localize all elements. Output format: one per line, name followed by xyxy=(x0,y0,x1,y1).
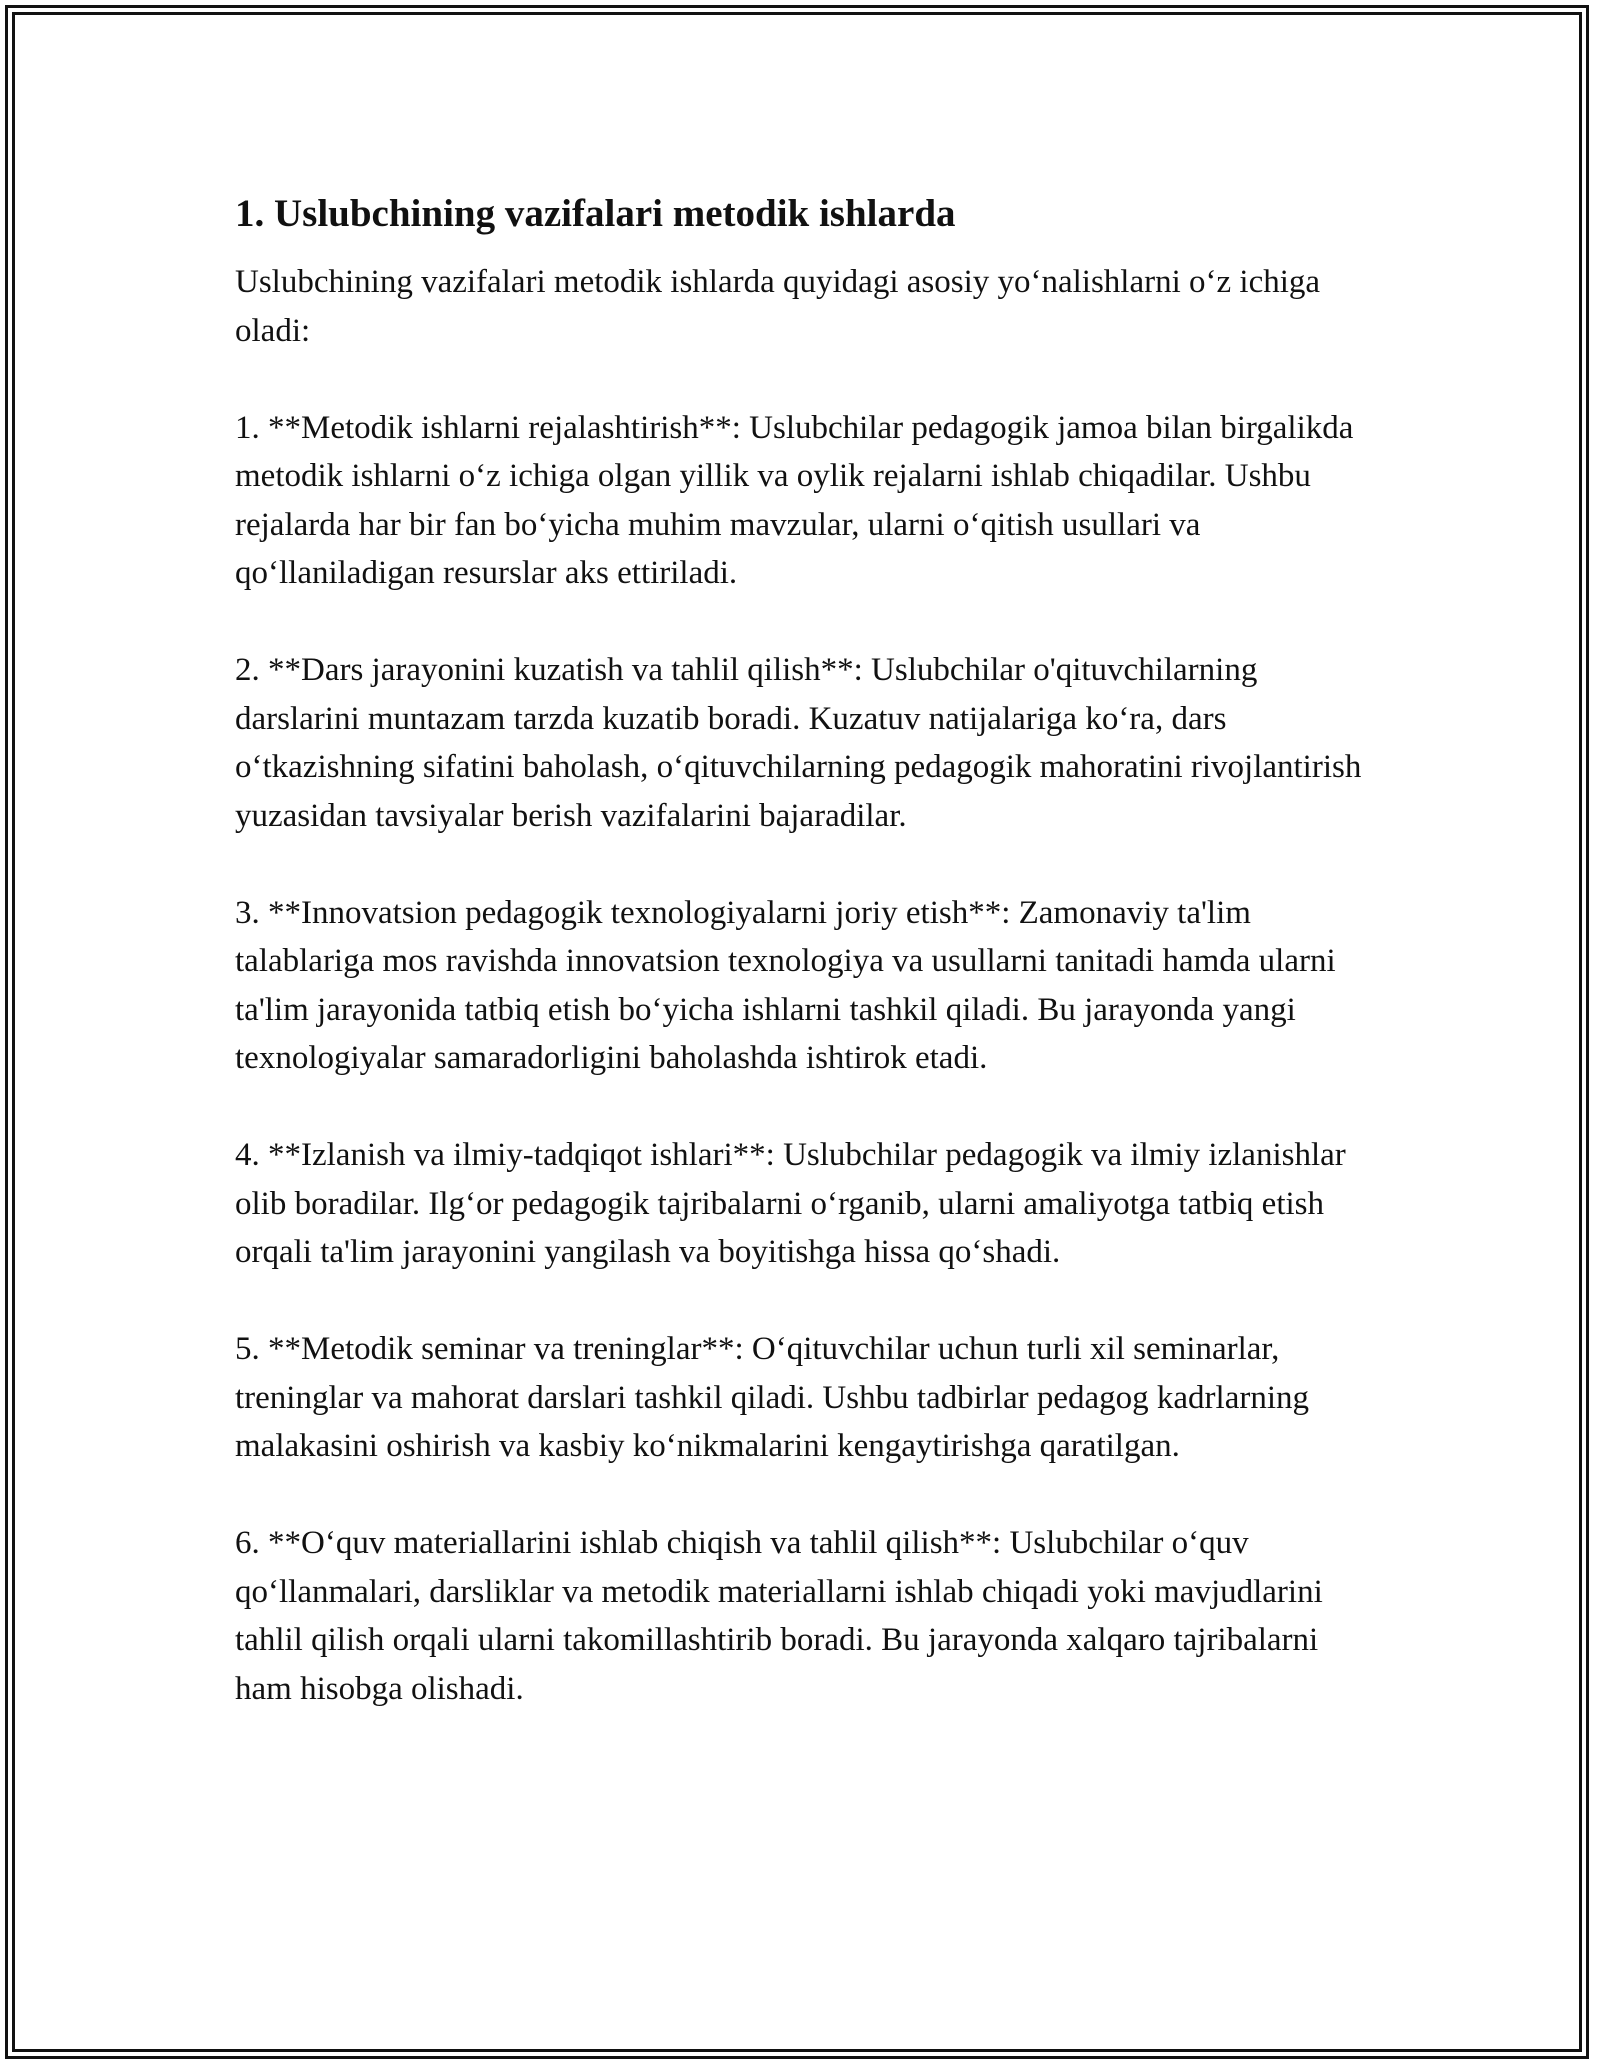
list-item-3: 3. **Innovatsion pedagogik texnologiyalarni joriy etish**: Zamonaviy ta'lim talablariga mos ravishda innovatsion texnologiya va usullarni tanitadi hamda ularni ta'lim jarayonida tatbiq etish bo‘yicha ishlarni tashkil qiladi. Bu jarayonda yangi texnologiyalar samaradorligini baholashda ishtirok etadi. xyxy=(235,894,1336,1076)
list-item-2: 2. **Dars jarayonini kuzatish va tahlil qilish**: Uslubchilar o'qituvchilarning darslarini muntazam tarzda kuzatib boradi. Kuzatuv natijalariga ko‘ra, dars o‘tkazishning sifatini baholash, o‘qituvchilarning pedagogik mahoratini rivojlantirish yuzasidan tavsiyalar berish vazifalarini bajaradilar. xyxy=(235,652,1362,834)
intro-paragraph: Uslubchining vazifalari metodik ishlarda quyidagi asosiy yo‘nalishlarni o‘z ichiga oladi: xyxy=(235,264,1321,349)
list-item-4: 4. **Izlanish va ilmiy-tadqiqot ishlari**: Uslubchilar pedagogik va ilmiy izlanishlar olib boradilar. Ilg‘or pedagogik tajribalarni o‘rganib, ularni amaliyotga tatbiq etish orqali ta'lim jarayonini yangilash va boyitishga hissa qo‘shadi. xyxy=(235,1137,1346,1270)
list-item-5: 5. **Metodik seminar va treninglar**: O‘qituvchilar uchun turli xil seminarlar, treninglar va mahorat darslari tashkil qiladi. Ushbu tadbirlar pedagog kadrlarning malakasini oshirish va kasbiy ko‘nikmalarini kengaytirishga qaratilgan. xyxy=(235,1331,1309,1464)
document-title: 1. Uslubchining vazifalari metodik ishlarda xyxy=(235,192,956,235)
list-item-1: 1. **Metodik ishlarni rejalashtirish**: Uslubchilar pedagogik jamoa bilan birgalikda metodik ishlarni o‘z ichiga olgan yillik va oylik rejalarni ishlab chiqadilar. Ushbu rejalarda har bir fan bo‘yicha muhim mavzular, ularni o‘qitish usullari va qo‘llaniladigan resurslar aks ettiriladi. xyxy=(235,409,1354,591)
list-item-6: 6. **O‘quv materiallarini ishlab chiqish va tahlil qilish**: Uslubchilar o‘quv qo‘llanmalari, darsliklar va metodik materiallarni ishlab chiqadi yoki mavjudlarini tahlil qilish orqali ularni takomillashtirib boradi. Bu jarayonda xalqaro tajribalarni ham hisobga olishadi. xyxy=(235,1525,1323,1707)
document-body xyxy=(235,188,1375,1713)
